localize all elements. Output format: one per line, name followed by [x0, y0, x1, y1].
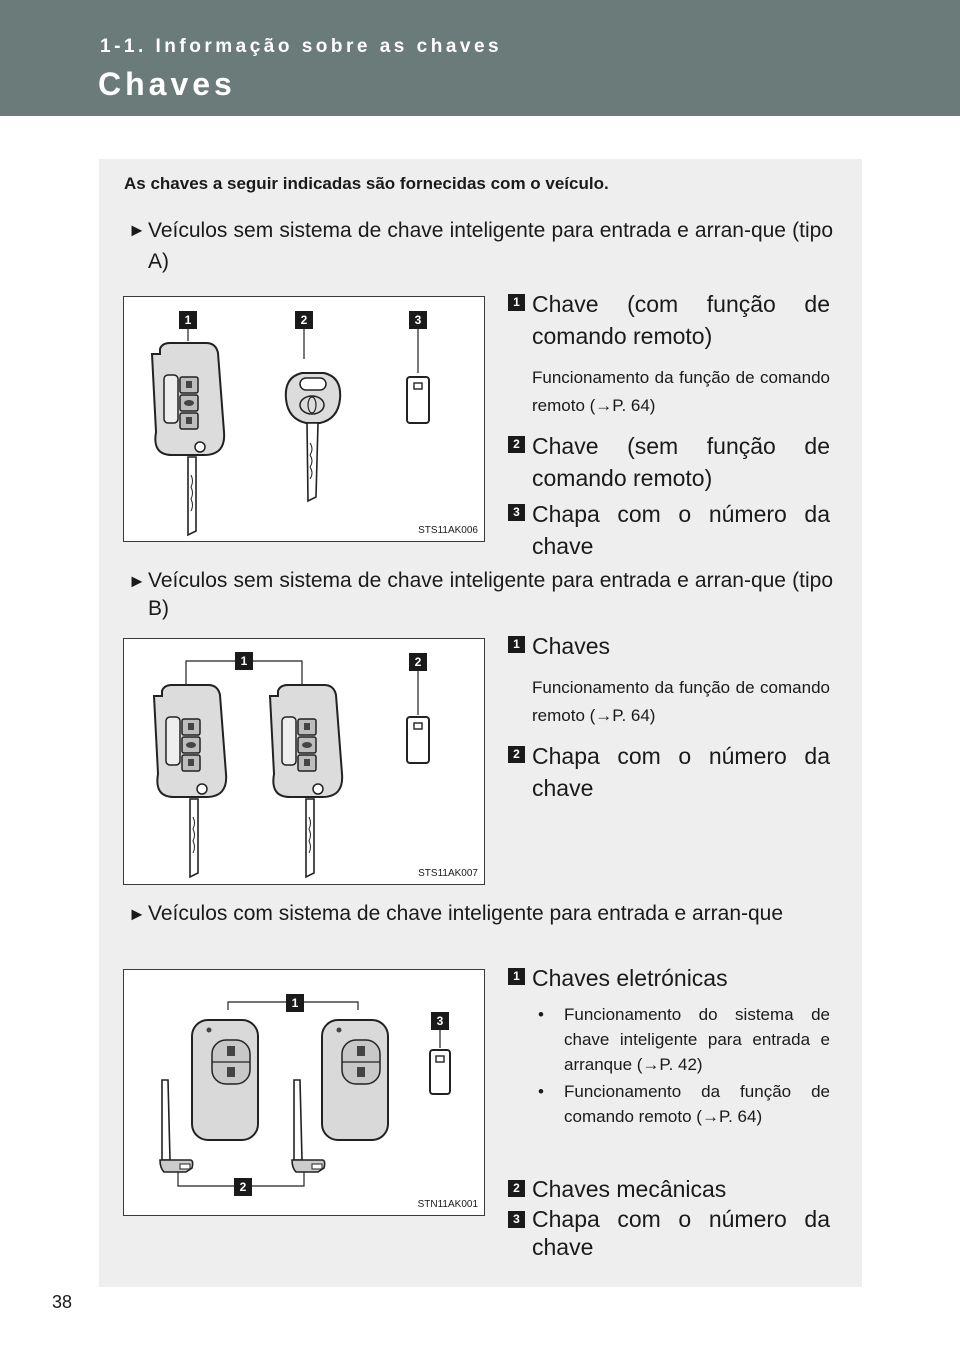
number-badge-1: 1 [508, 294, 525, 311]
figure-c-code: STN11AK001 [417, 1199, 478, 1210]
group-a-item-1 [508, 288, 830, 352]
group-c-item-2 [508, 1174, 830, 1204]
figure-c-callout-3: 3 [431, 1012, 449, 1030]
figure-a-code: STS11AK006 [418, 525, 478, 536]
group-a-item-2 [508, 430, 830, 494]
number-badge-2: 2 [508, 1180, 525, 1197]
page-title: Chaves [98, 66, 236, 102]
group-b-item-1 [508, 630, 830, 662]
figure-a-callout-3: 3 [409, 311, 427, 329]
bullet-item: • Funcionamento do sistema de chave inteligente para entrada e arranque (→P. 42) [532, 1002, 830, 1077]
group-a-note: Funcionamento da função de comando remoto (→P. 64) [532, 368, 830, 415]
group-a-item-3 [508, 498, 830, 562]
group-a-item-2-label: Chave (sem função de comando remoto) [532, 433, 830, 491]
group-b-item-2 [508, 740, 830, 804]
section-title: 1-1. Informação sobre as chaves [100, 36, 503, 57]
group-c-item-1 [508, 962, 830, 994]
figure-b-callout-2: 2 [409, 653, 427, 671]
number-badge-1: 1 [508, 636, 525, 653]
number-badge-2: 2 [508, 746, 525, 763]
group-a-item-3-label: Chapa com o número da chave [532, 501, 830, 559]
group-b-note: Funcionamento da função de comando remoto (→P. 64) [532, 678, 830, 725]
figure-b-code: STS11AK007 [418, 868, 478, 879]
group-b-item-1-label: Chaves [532, 633, 610, 659]
page-number: 38 [52, 1292, 73, 1312]
figure-c-callout-1: 1 [286, 994, 304, 1012]
figure-keys-type-b [123, 638, 485, 885]
group-b-heading-text: Veículos sem sistema de chave inteligente para entrada e arran-que (tipo B) [148, 569, 833, 620]
number-badge-2: 2 [508, 436, 525, 453]
group-c-bullet-list [532, 1002, 830, 1131]
number-badge-3: 3 [508, 504, 525, 521]
figure-c-callout-2: 2 [234, 1178, 252, 1196]
group-c-heading [128, 900, 833, 928]
group-c-item-2-label: Chaves mecânicas [532, 1176, 727, 1202]
bullet-item: • Funcionamento da função de comando remoto (→P. 64) [532, 1079, 830, 1129]
triangle-icon: ► [128, 571, 146, 591]
group-b-item-2-label: Chapa com o número da chave [532, 743, 830, 801]
triangle-icon: ► [128, 904, 146, 924]
triangle-icon: ► [128, 220, 146, 240]
page-header [0, 0, 960, 116]
figure-smart-keys [123, 969, 485, 1216]
group-c-item-3-label: Chapa com o número da chave [532, 1206, 830, 1260]
figure-a-callout-2: 2 [295, 311, 313, 329]
intro-text: As chaves a seguir indicadas são fornecidas com o veículo. [124, 174, 609, 193]
figure-b-callout-1: 1 [235, 652, 253, 670]
figure-keys-type-a [123, 296, 485, 542]
group-a-item-1-label: Chave (com função de comando remoto) [532, 291, 830, 349]
group-c-item-3 [508, 1205, 830, 1261]
number-badge-3: 3 [508, 1211, 525, 1228]
group-a-heading-text: Veículos sem sistema de chave inteligente para entrada e arran-que (tipo A) [148, 219, 833, 273]
group-b-heading [128, 567, 833, 623]
group-c-item-1-label: Chaves eletrónicas [532, 965, 728, 991]
number-badge-1: 1 [508, 968, 525, 985]
figure-a-callout-1: 1 [179, 311, 197, 329]
group-c-heading-text: Veículos com sistema de chave inteligente para entrada e arran-que [148, 902, 784, 925]
group-a-heading [128, 215, 833, 277]
